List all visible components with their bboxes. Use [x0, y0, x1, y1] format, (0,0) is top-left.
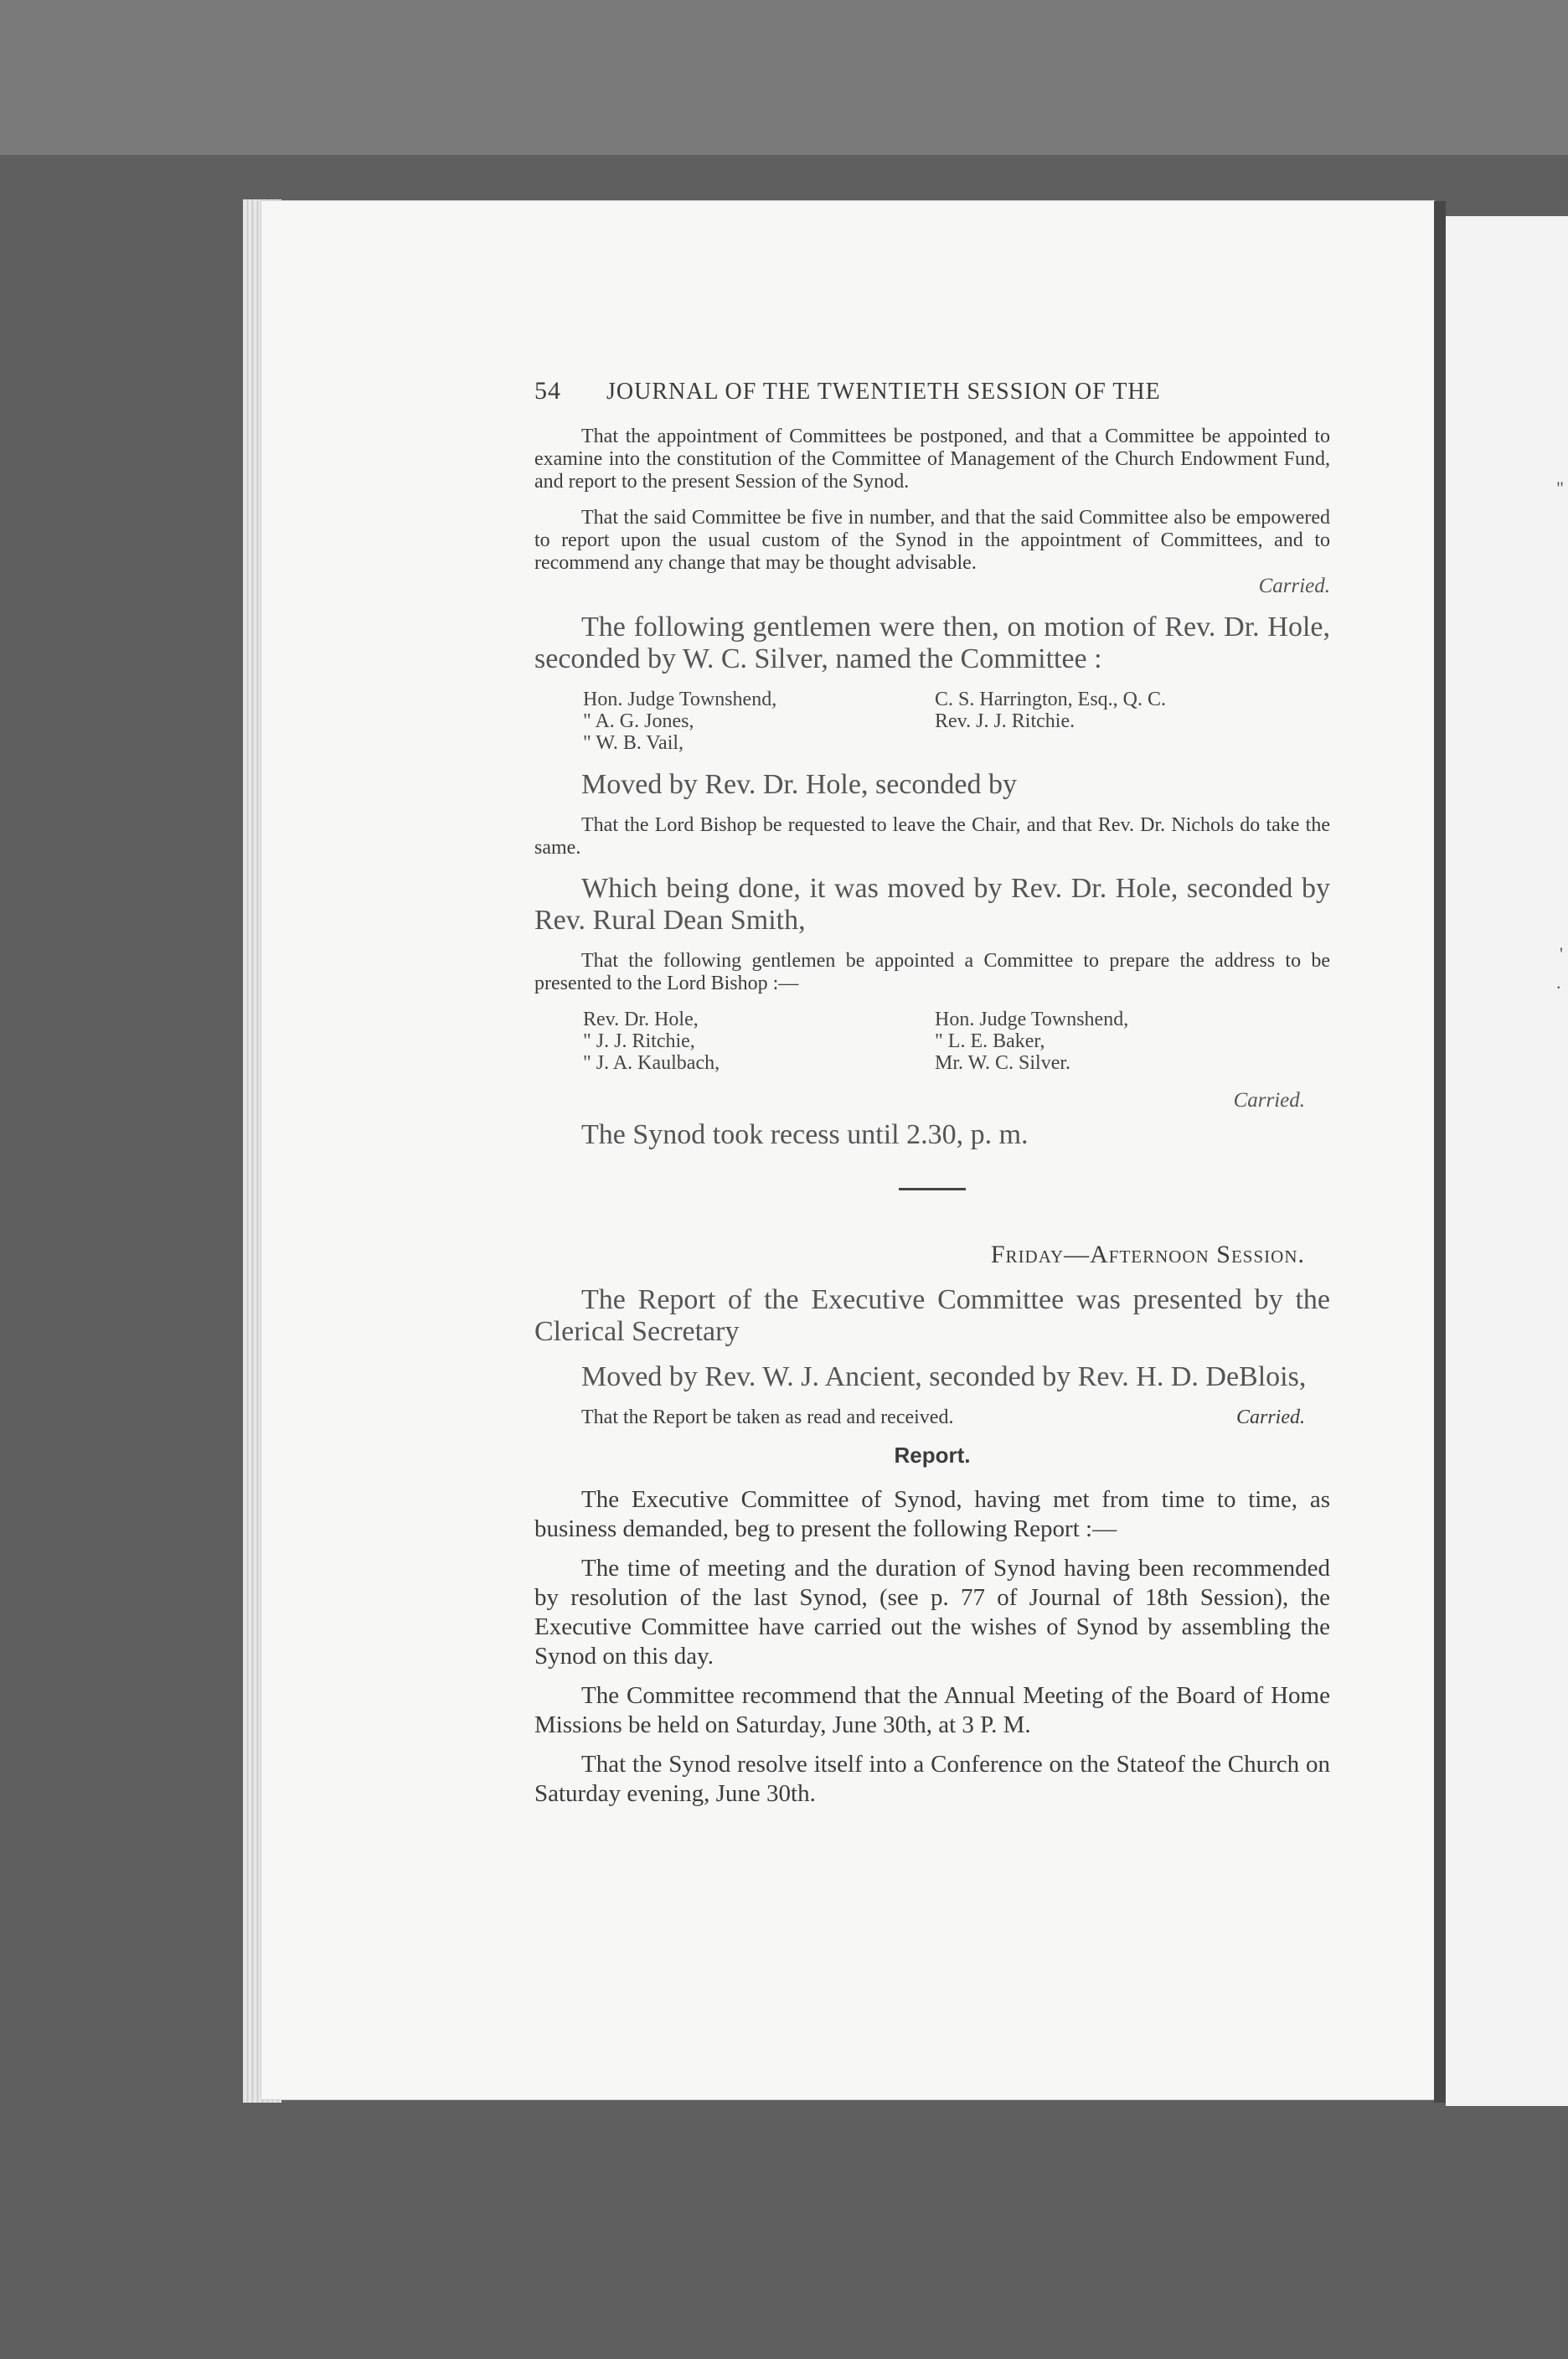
minutes-paragraph: Moved by Rev. W. J. Ancient, seconded by Rev. H. D. DeBlois, — [581, 1361, 1307, 1392]
resolution-text: That the Report be taken as read and received. — [581, 1407, 954, 1428]
minutes-paragraph: The following gentlemen were then, on motion of Rev. Dr. Hole, seconded by W. C. Silver, named the Committee : — [534, 612, 1330, 674]
minutes-paragraph: Which being done, it was moved by Rev. Dr. Hole, seconded by Rev. Rural Dean Smith, — [534, 873, 1330, 936]
committee-member: " A. G. Jones, — [583, 710, 694, 732]
committee-member: " L. E. Baker, — [935, 1030, 1045, 1052]
facing-page-mark: " — [1556, 477, 1564, 498]
committee-member: " J. A. Kaulbach, — [583, 1052, 720, 1074]
committee-member: Hon. Judge Townshend, — [583, 689, 777, 710]
page-content — [534, 377, 1330, 1819]
report-paragraph: The time of meeting and the duration of Synod having been recommended by resolution of the last Synod, (see p. 77 of Journal of 18th Session), the Executive Committee have carried out the wishes of Synod by assembling the Synod on this day. — [534, 1555, 1330, 1670]
committee-list-right — [935, 689, 1287, 754]
report-paragraph: That the Synod resolve itself into a Conference on the Stateof the Church on Saturday evening, June 30th. — [534, 1751, 1330, 1807]
report-heading: Report. — [894, 1443, 971, 1468]
committee-list — [583, 689, 1330, 754]
facing-page-mark: ' — [1560, 943, 1563, 964]
committee-member: Rev. Dr. Hole, — [583, 1009, 699, 1030]
committee-member: Hon. Judge Townshend, — [935, 1009, 1129, 1030]
report-paragraph: The Executive Committee of Synod, having met from time to time, as business demanded, beg to present the following Report :— — [534, 1486, 1330, 1542]
facing-page — [1446, 216, 1568, 2106]
carried-label: Carried. — [1258, 575, 1330, 597]
committee-list-left — [583, 1009, 935, 1074]
facing-page-mark: . — [1556, 972, 1561, 993]
minutes-paragraph: The Report of the Executive Committee was presented by the Clerical Secretary — [534, 1284, 1330, 1347]
background-band — [0, 0, 1568, 155]
resolution-paragraph: That the Lord Bishop be requested to leave the Chair, and that Rev. Dr. Nichols do take the same. — [534, 814, 1330, 859]
committee-member: " J. J. Ritchie, — [583, 1030, 695, 1052]
header-title: JOURNAL OF THE TWENTIETH SESSION OF THE — [606, 379, 1161, 405]
carried-label: Carried. — [1233, 1089, 1305, 1112]
committee-list — [583, 1009, 1330, 1074]
minutes-paragraph: Moved by Rev. Dr. Hole, seconded by — [581, 769, 1017, 800]
committee-list-right — [935, 1009, 1287, 1074]
book-gutter — [1434, 201, 1446, 2103]
page-number: 54 — [534, 377, 561, 405]
session-heading: Friday—Afternoon Session. — [990, 1241, 1305, 1268]
resolution-paragraph: That the said Committee be five in number, and that the said Committee also be empowered to report upon the usual custom of the Synod in the appointment of Committees, and to recommend any change that may be thought advisable. — [534, 507, 1330, 574]
resolution-paragraph: That the appointment of Committees be postponed, and that a Committee be appointed to examine into the constitution of the Committee of Management of the Church Endowment Fund, and report to the present Session of the Synod. — [534, 426, 1330, 493]
running-header — [534, 377, 1330, 405]
report-paragraph: The Committee recommend that the Annual Meeting of the Board of Home Missions be held on Saturday, June 30th, at 3 P. M. — [534, 1682, 1330, 1738]
resolution-paragraph — [534, 1407, 1330, 1429]
committee-list-left — [583, 689, 935, 754]
committee-member: Rev. J. J. Ritchie. — [935, 710, 1075, 732]
section-divider — [899, 1188, 966, 1190]
committee-member: Mr. W. C. Silver. — [935, 1052, 1071, 1074]
recess-line: The Synod took recess until 2.30, p. m. — [581, 1119, 1029, 1150]
carried-label: Carried. — [1235, 1407, 1305, 1428]
committee-member: C. S. Harrington, Esq., Q. C. — [935, 689, 1166, 710]
committee-member: " W. B. Vail, — [583, 732, 684, 754]
resolution-paragraph: That the following gentlemen be appointed a Committee to prepare the address to be presented to the Lord Bishop :— — [534, 950, 1330, 994]
